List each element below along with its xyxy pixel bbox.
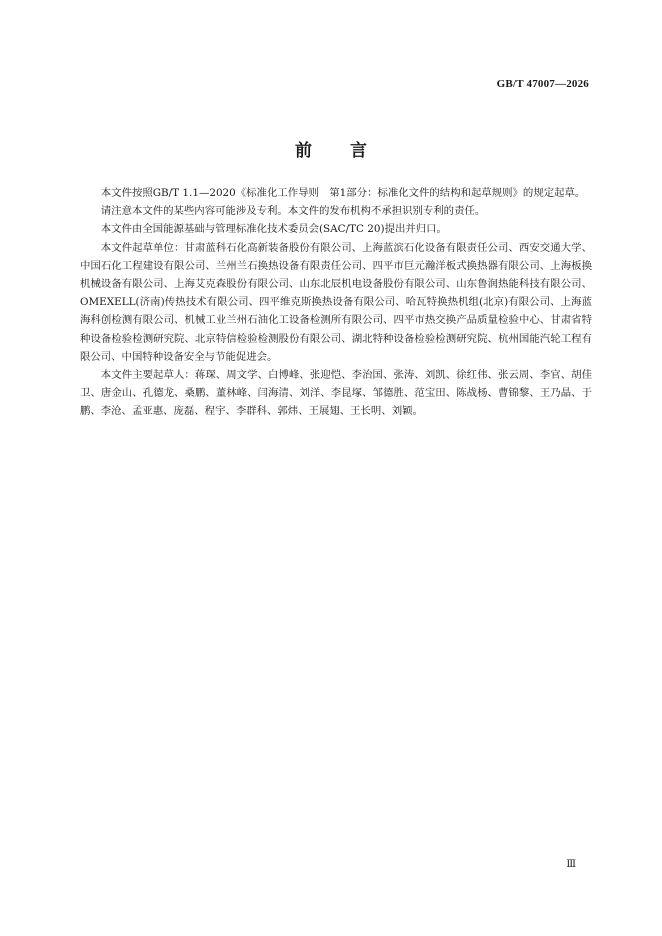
document-number: GB/T 47007—2026: [496, 78, 589, 90]
page-number: Ⅲ: [566, 859, 576, 870]
document-body: [80, 184, 592, 421]
paragraph-drafting-organizations: 本文件起草单位：甘肃蓝科石化高新装备股份有限公司、上海蓝滨石化设备有限责任公司、西安交通大学、中国石化工程建设有限公司、兰州兰石换热设备有限责任公司、四平市巨元瀚洋板式换热器有限公司、上海板换机械设备有限公司、上海艾克森股份有限公司、山东北辰机电设备股份有限公司、山东鲁润热能科技有限公司、OMEXELL(济南)传热技术有限公司、四平维克斯换热设备有限公司、哈瓦特换热机组(北京)有限公司、上海蓝海科创检测有限公司、机械工业兰州石油化工设备检测所有限公司、四平市热交换产品质量检验中心、甘肃省特种设备检验检测研究院、北京特信检验检测股份有限公司、湖北特种设备检验检测研究院、杭州国能汽轮工程有限公司、中国特种设备安全与节能促进会。: [80, 241, 592, 363]
page-title: 前言: [295, 141, 405, 161]
paragraph-main-drafters: 本文件主要起草人：蒋琛、周文学、白博峰、张迎恺、李治国、张涛、刘凯、徐红伟、张云周、李官、胡佳卫、唐金山、孔德龙、桑鹏、董林峰、闫海清、刘洋、李昆塚、邹德胜、范宝田、陈战杨、曹锦黎、王乃晶、于鹏、李沧、孟亚惠、庞磊、程宇、李群科、郭炜、王展翅、王长明、刘颖。: [80, 369, 592, 418]
paragraph-patent-notice: 请注意本文件的某些内容可能涉及专利。本文件的发布机构不承担识别专利的责任。: [100, 205, 486, 218]
paragraph-drafting-rules: 本文件按照GB/T 1.1—2020《标准化工作导则 第1部分：标准化文件的结构和起草规则》的规定起草。: [100, 187, 586, 199]
paragraph-proposing-committee: 本文件由全国能源基础与管理标准化技术委员会(SAC/TC 20)提出并归口。: [100, 223, 447, 236]
